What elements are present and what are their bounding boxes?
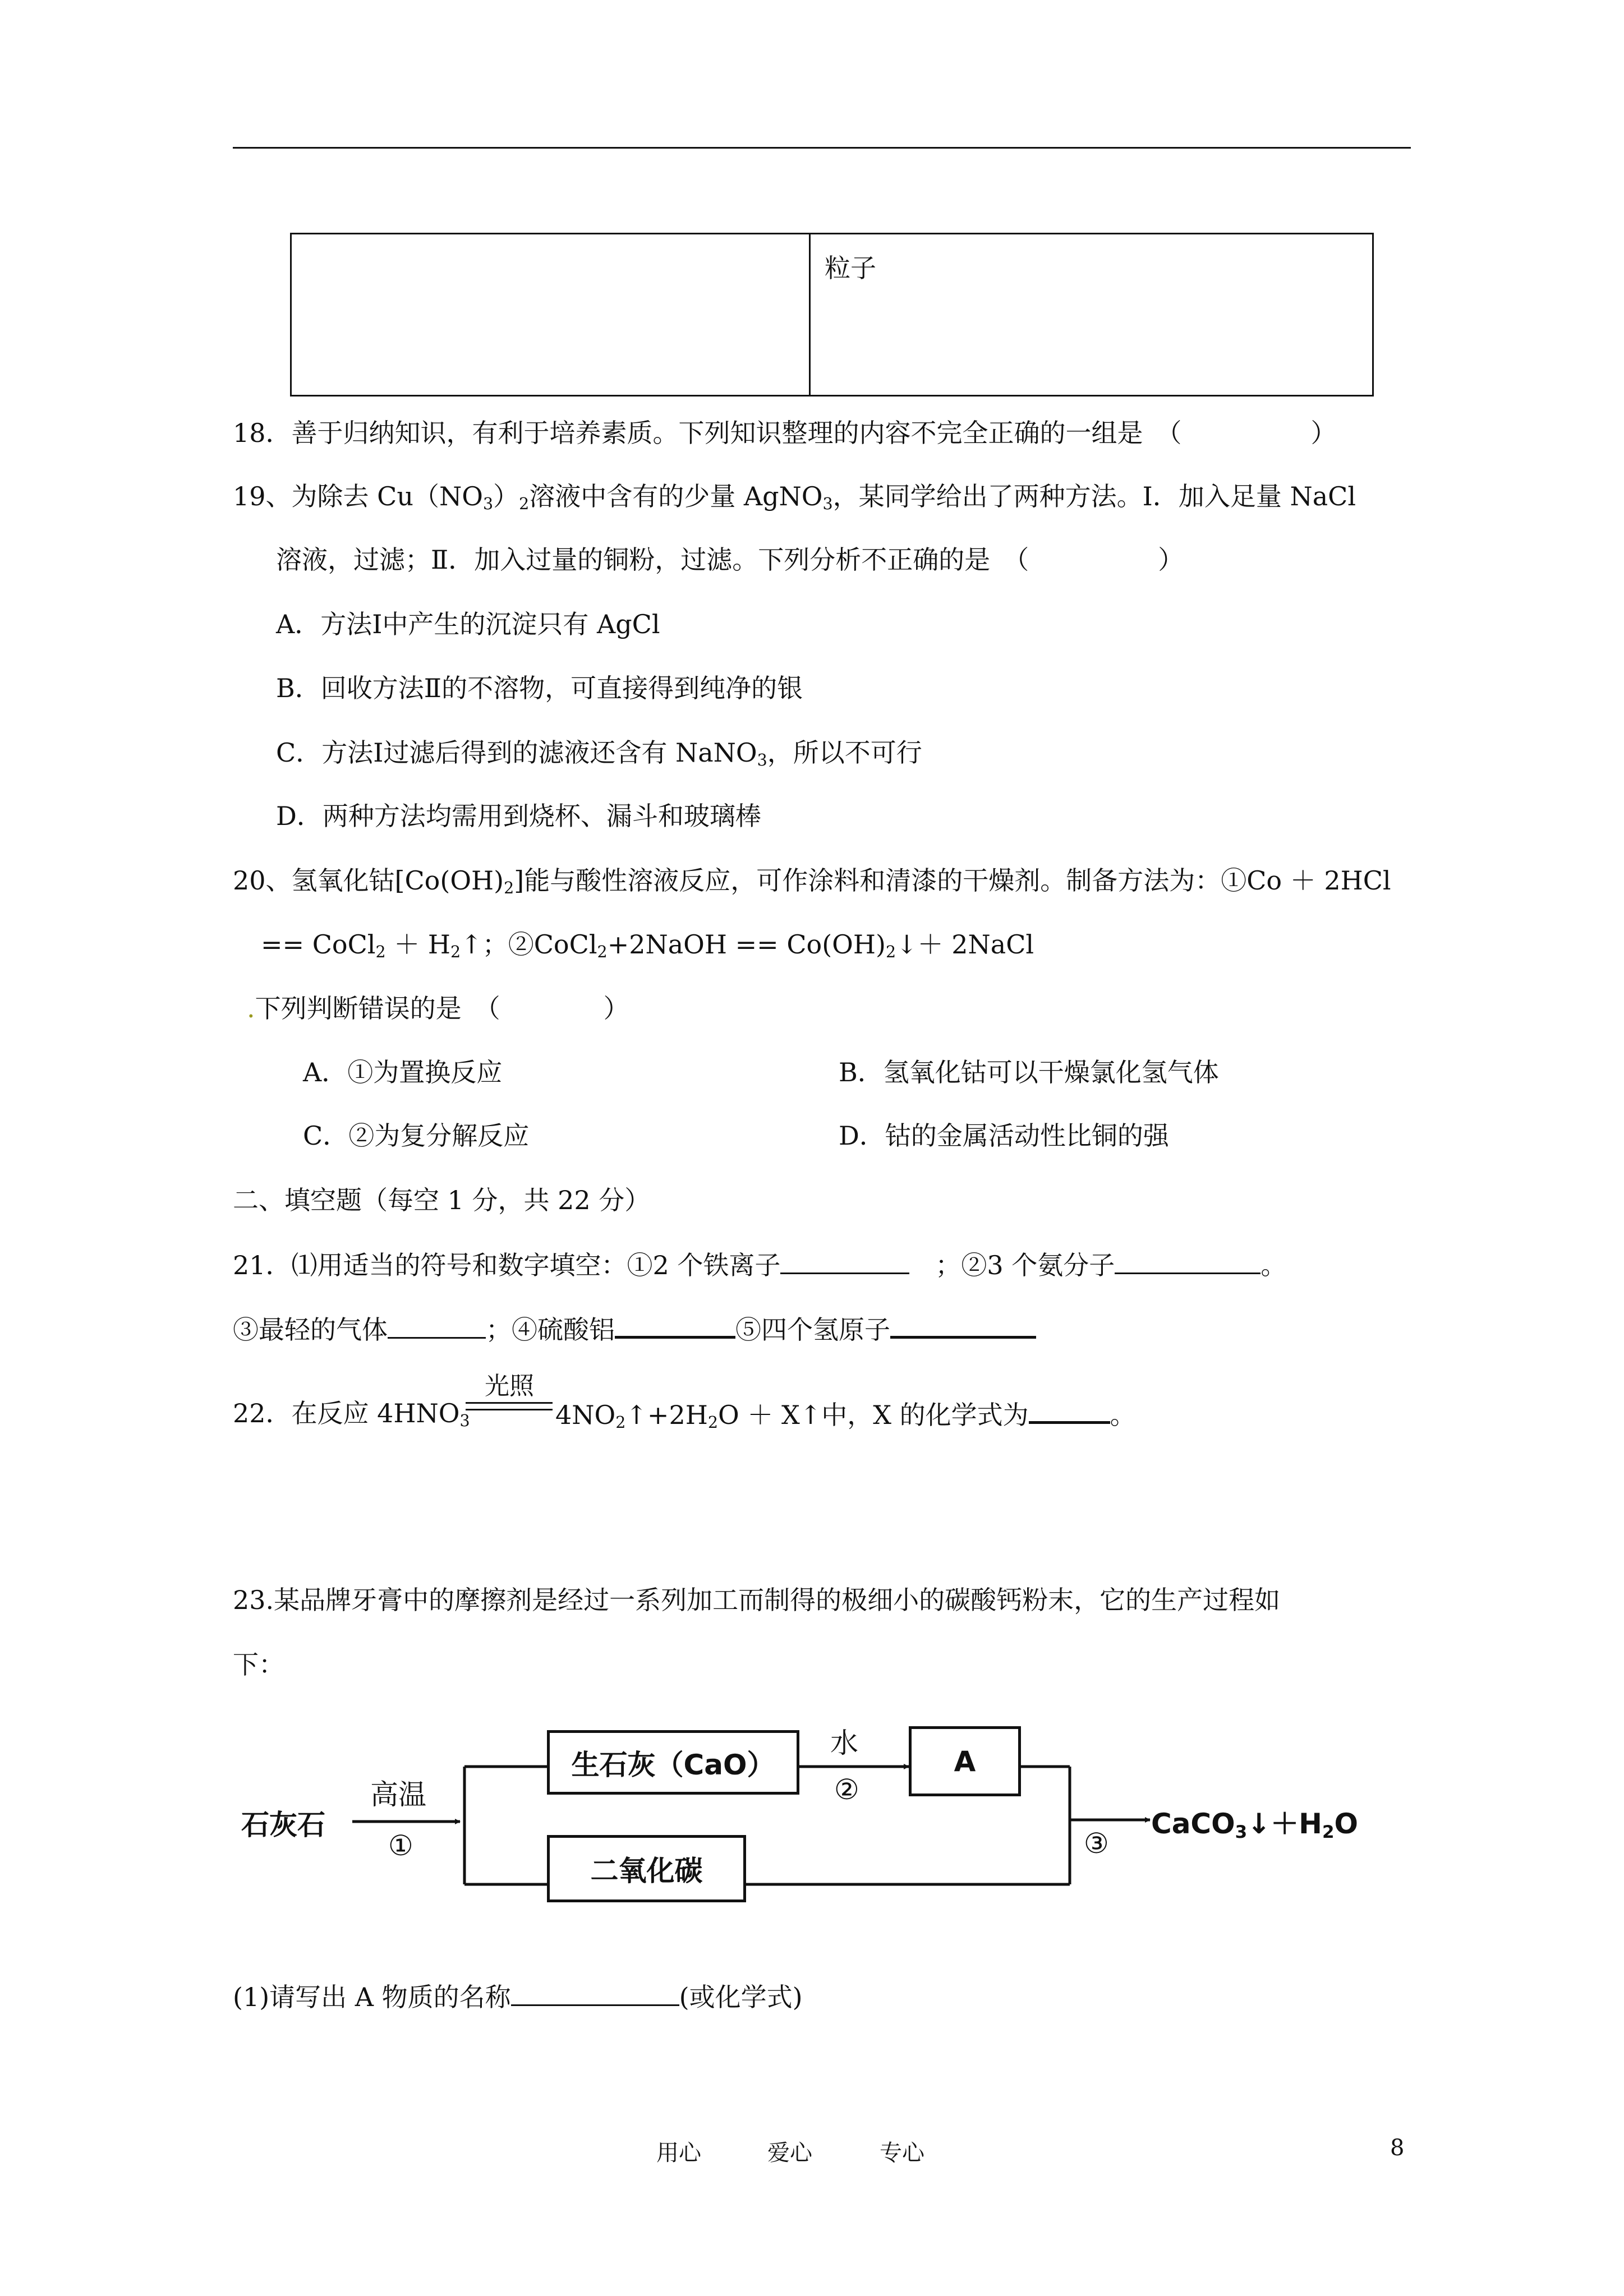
footer-left: 用心 (656, 2140, 701, 2166)
reaction-condition: 光照 (485, 1372, 534, 1400)
question-23-line2: 下： (233, 1649, 284, 1680)
question-19-line2: 溶液，过滤；Ⅱ．加入过量的铜粉，过滤。下列分析不正确的是 （ ） (276, 545, 1184, 575)
question-20-option-a: A．①为置换反应 (303, 1057, 503, 1087)
diagram-box-a: A (909, 1726, 1021, 1796)
question-19-option-b: B．回收方法Ⅱ的不溶物，可直接得到纯净的银 (276, 673, 803, 703)
question-21-line1: 21．⑴用适当的符号和数字填空：①2 个铁离子 ；②3 个氨分子 。 (233, 1248, 1286, 1282)
answer-blank-substance-a[interactable] (511, 1980, 679, 2006)
question-20-option-b: B．氢氧化钴可以干燥氯化氢气体 (839, 1057, 1219, 1087)
question-20-line1: 20、氢氧化钴$[Co(OH)_2]$能与酸性溶液反应，可作涂料和清漆的干燥剂。制备方法为：①Co ＋ 2HCl (233, 865, 1391, 898)
question-23-sub1: (1)请写出 A 物质的名称 (或化学式) (233, 1980, 803, 2014)
diagram-box-co2: 二氧化碳 (547, 1835, 746, 1902)
question-19-option-d: D．两种方法均需用到烧杯、漏斗和玻璃棒 (276, 801, 761, 831)
diagram-product: $CaCO_3↓+H_2O$ (1151, 1808, 1359, 1842)
question-22-left: 22．在反应 $4HNO_3$ (233, 1398, 470, 1431)
diagram-box-quicklime: 生石灰（CaO） (547, 1730, 799, 1795)
footer-middle: 爱心 (767, 2140, 812, 2166)
question-20-option-c: C．②为复分解反应 (303, 1121, 530, 1151)
question-19-option-c: C．方法Ⅰ过滤后得到的滤液还含有 NaNO$_3$，所以不可行 (276, 737, 922, 770)
question-21-line2: ③最轻的气体 ；④硫酸铝 ⑤四个氢原子 (233, 1311, 1036, 1347)
section-2-heading: 二、填空题（每空 1 分，共 22 分） (233, 1185, 651, 1215)
question-20-line2: == CoCl$_2$ ＋ $H_2↑$；②CoCl$_2$+2NaOH == $Co(OH)_2↓+$ 2NaCl (261, 929, 1034, 962)
diagram-step2-number: ② (834, 1773, 859, 1806)
diagram-step2-label: 水 (830, 1727, 858, 1759)
footer-right: 专心 (880, 2140, 924, 2166)
diagram-limestone: 石灰石 (241, 1809, 325, 1841)
question-23-line1: 23.某品牌牙膏中的摩擦剂是经过一系列加工而制得的极细小的碳酸钙粉末，它的生产过程如 (233, 1585, 1281, 1615)
question-19-option-a: A．方法Ⅰ中产生的沉淀只有 AgCl (276, 609, 660, 639)
diagram-step3-number: ③ (1084, 1827, 1109, 1860)
question-20-line3: .下列判断错误的是 （ ） (247, 993, 629, 1023)
question-20-option-d: D．钴的金属活动性比铜的强 (839, 1121, 1169, 1151)
diagram-step1-label: 高温 (370, 1778, 426, 1811)
question-22-right: $4NO_2↑+2H_2O$ ＋ X↑中，X 的化学式为 。 (555, 1396, 1136, 1432)
diagram-step1-number: ① (388, 1829, 413, 1862)
table-cell-right: 粒子 (825, 253, 876, 283)
question-18: 18．善于归纳知识，有利于培养素质。下列知识整理的内容不完全正确的一组是 （ ） (233, 418, 1337, 448)
question-19-line1: 19、为除去 $Cu(NO_3)_2$溶液中含有的少量 AgNO$_3$，某同学给出了两种方法。Ⅰ．加入足量 NaCl (233, 481, 1356, 514)
page-number: 8 (1390, 2135, 1405, 2161)
